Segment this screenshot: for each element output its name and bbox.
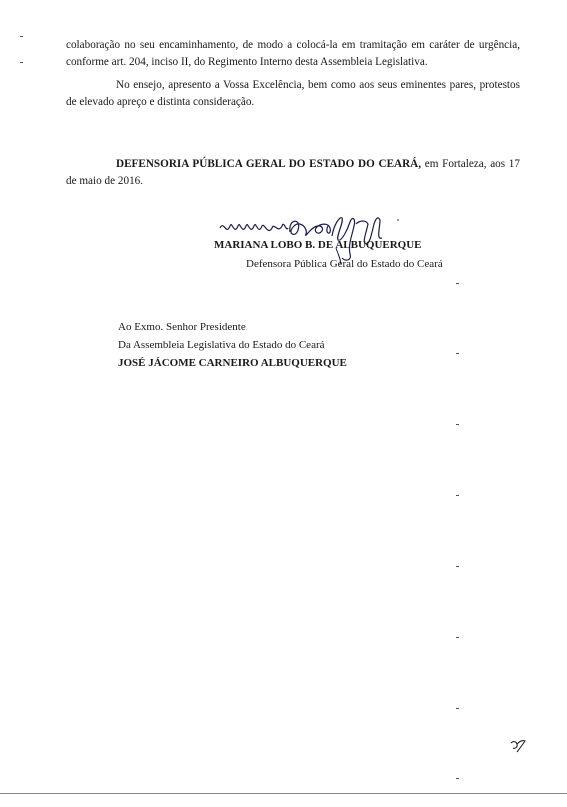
margin-mark bbox=[456, 708, 459, 709]
addressee-line: Da Assembleia Legislativa do Estado do Ceará bbox=[118, 339, 325, 351]
margin-mark bbox=[456, 566, 459, 567]
margin-mark bbox=[20, 62, 23, 63]
page-bottom-edge bbox=[0, 793, 567, 794]
text-line: conforme art. 204, inciso II, do Regimento Interno desta Assembleia Legislativa. bbox=[66, 56, 428, 68]
location-date: em Fortaleza, aos 17 bbox=[421, 158, 520, 170]
handwritten-page-mark bbox=[509, 738, 527, 754]
institution-name: DEFENSORIA PÚBLICA GERAL DO ESTADO DO CEARÁ, bbox=[116, 158, 422, 170]
text-line: de maio de 2016. bbox=[66, 175, 144, 187]
margin-mark bbox=[456, 424, 459, 425]
text-line: colaboração no seu encaminhamento, de modo a colocá-la em tramitação em caráter de urgência, bbox=[66, 39, 520, 51]
signatory-name: MARIANA LOBO B. DE ALBUQUERQUE bbox=[214, 239, 422, 251]
margin-mark bbox=[456, 495, 459, 496]
addressee-block bbox=[118, 318, 347, 372]
signatory-title: Defensora Pública Geral do Estado do Ceará bbox=[246, 258, 443, 270]
addressee-line: Ao Exmo. Senhor Presidente bbox=[118, 321, 246, 333]
margin-mark bbox=[456, 353, 459, 354]
body-paragraph bbox=[66, 37, 520, 71]
closing-paragraph bbox=[66, 156, 520, 190]
text-line: de elevado apreço e distinta consideração. bbox=[66, 96, 255, 108]
text-line bbox=[66, 156, 520, 173]
signature-block bbox=[200, 214, 460, 284]
addressee-name: JOSÉ JÁCOME CARNEIRO ALBUQUERQUE bbox=[118, 357, 347, 369]
margin-mark bbox=[456, 778, 459, 779]
body-paragraph bbox=[66, 77, 520, 111]
margin-mark bbox=[20, 36, 23, 37]
text-line: No ensejo, apresento a Vossa Excelência, bem como aos seus eminentes pares, protestos bbox=[116, 79, 520, 91]
margin-mark bbox=[456, 637, 459, 638]
